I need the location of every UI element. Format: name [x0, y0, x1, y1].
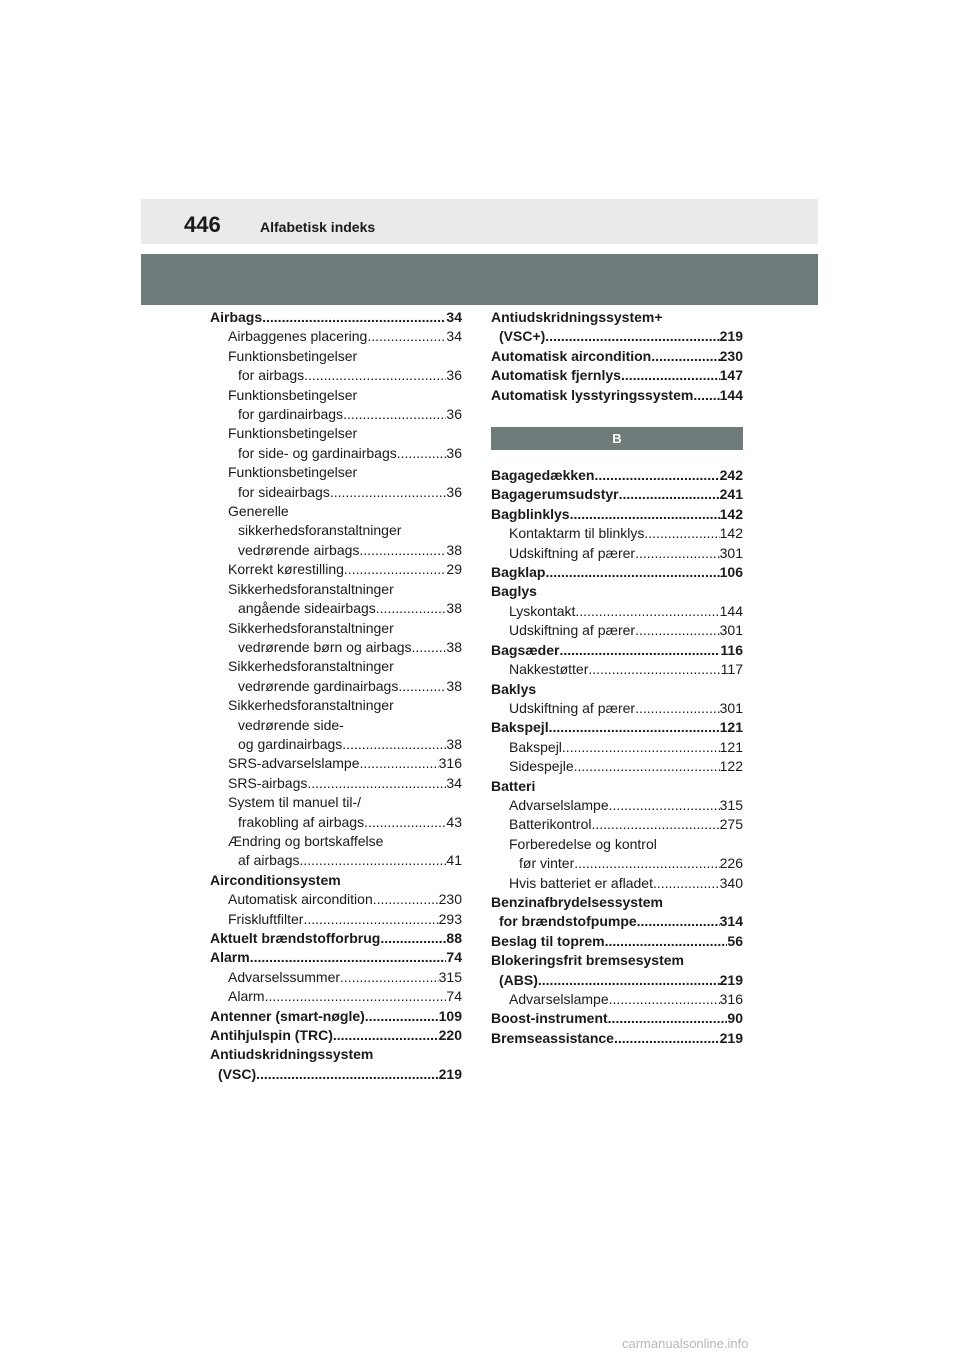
entry-page-number: 38 [446, 638, 462, 655]
entry-page-number: 293 [438, 910, 462, 927]
dot-leader [591, 815, 719, 834]
index-entry [491, 327, 743, 346]
entry-page-number: 220 [438, 1027, 462, 1044]
dot-leader [365, 1007, 439, 1026]
index-entry: System til manuel til-/ [228, 794, 362, 811]
index-entry [491, 932, 743, 951]
index-entry [210, 483, 462, 502]
index-entry [491, 874, 743, 893]
index-entry: sikkerhedsforanstaltninger [238, 522, 402, 539]
dot-leader [609, 990, 720, 1009]
entry-text: frakobling af airbags [238, 813, 365, 830]
index-entry [210, 560, 462, 579]
dot-leader [265, 987, 447, 1006]
entry-text: Sidespejle [509, 758, 574, 775]
entry-text: Bagagerumsudstyr [491, 486, 619, 503]
entry-page-number: 316 [719, 991, 743, 1007]
index-entry [210, 444, 462, 463]
index-entry [210, 308, 462, 327]
entry-page-number: 316 [438, 755, 462, 772]
entry-text: Aktuelt brændstofforbrug [210, 930, 381, 946]
entry-page-number: 241 [719, 486, 743, 503]
index-column-left [210, 308, 462, 1084]
entry-page-number: 230 [438, 891, 462, 908]
dot-leader [545, 327, 719, 346]
index-entry [491, 544, 743, 563]
index-entry [210, 968, 462, 987]
entry-text: Bagblinklys [491, 505, 570, 522]
index-entry: Antiudskridningssystem+ [491, 309, 663, 325]
dot-leader [373, 890, 439, 909]
entry-text: Antihjulspin (TRC) [210, 1027, 333, 1044]
index-list-right-top [491, 308, 743, 405]
index-list-left [210, 308, 462, 1084]
entry-text: for airbags [238, 367, 305, 384]
entry-text: SRS-airbags [228, 774, 308, 791]
dot-leader [549, 718, 720, 737]
index-entry: Sikkerhedsforanstaltninger [228, 619, 394, 636]
entry-page-number: 116 [720, 641, 743, 658]
index-entry [210, 890, 462, 909]
entry-text: Alarm [210, 949, 250, 966]
index-entry [491, 757, 743, 776]
entry-text: Boost-instrument [491, 1010, 608, 1027]
entry-text: Antenner (smart-nøgle) [210, 1007, 365, 1024]
dot-leader [545, 563, 719, 582]
dot-leader [250, 948, 447, 967]
entry-text: Udskiftning af pærer [509, 622, 636, 639]
entry-text: Batterikontrol [509, 816, 592, 833]
index-entry [491, 466, 743, 485]
index-entry [491, 1009, 743, 1028]
entry-text: Automatisk lysstyringssystem [491, 386, 694, 403]
entry-text: Alarm [228, 988, 265, 1005]
entry-page-number: 36 [446, 483, 462, 500]
entry-text: for brændstofpumpe [499, 913, 637, 930]
entry-page-number: 38 [446, 600, 462, 617]
index-entry [491, 971, 743, 990]
entry-page-number: 142 [719, 525, 743, 542]
index-entry: Funktionsbetingelser [228, 386, 358, 403]
index-entry [491, 699, 743, 718]
index-entry [491, 641, 743, 660]
entry-page-number: 106 [719, 564, 743, 581]
index-entry [210, 987, 462, 1006]
entry-page-number: 301 [719, 699, 743, 716]
entry-page-number: 144 [719, 386, 743, 403]
dot-leader [344, 560, 447, 579]
index-entry [491, 621, 743, 640]
dot-leader [570, 505, 720, 524]
entry-page-number: 230 [719, 347, 743, 364]
entry-page-number: 219 [719, 328, 743, 345]
entry-page-number: 41 [446, 852, 462, 869]
index-entry: Benzinafbrydelsessystem [491, 893, 663, 910]
entry-page-number: 38 [446, 541, 462, 558]
entry-text: Bakspejl [491, 719, 549, 736]
entry-text: Udskiftning af pærer [509, 699, 636, 716]
dot-leader [594, 466, 719, 485]
entry-text: Friskluftfilter [228, 910, 304, 927]
index-entry [491, 347, 743, 366]
entry-page-number: 34 [446, 309, 462, 325]
index-entry [491, 485, 743, 504]
index-entry [491, 563, 743, 582]
entry-page-number: 36 [446, 406, 462, 423]
entry-page-number: 109 [438, 1007, 462, 1024]
dot-leader [380, 929, 446, 948]
index-entry [210, 405, 462, 424]
index-entry [210, 327, 462, 346]
dot-leader [588, 660, 720, 679]
entry-page-number: 147 [719, 367, 743, 384]
index-entry [210, 638, 462, 657]
index-list-b [491, 466, 743, 1048]
dot-leader [574, 854, 719, 873]
entry-page-number: 315 [438, 968, 462, 985]
entry-text: Automatisk fjernlys [491, 367, 621, 384]
index-entry: Antiudskridningssystem [210, 1046, 374, 1063]
index-entry: Sikkerhedsforanstaltninger [228, 580, 394, 597]
entry-text: Bagklap [491, 564, 546, 581]
entry-text: Advarselslampe [509, 991, 609, 1007]
entry-page-number: 219 [719, 1029, 743, 1046]
entry-page-number: 34 [446, 774, 462, 791]
entry-text: og gardinairbags [238, 735, 343, 752]
entry-text: (VSC+) [499, 328, 546, 345]
dot-leader [559, 641, 720, 660]
entry-page-number: 301 [719, 622, 743, 639]
index-entry [491, 660, 743, 679]
entry-text: (VSC) [218, 1065, 257, 1082]
entry-page-number: 121 [719, 719, 743, 736]
entry-text: Udskiftning af pærer [509, 544, 636, 561]
entry-page-number: 315 [719, 796, 743, 813]
dot-leader [342, 735, 446, 754]
section-title: Alfabetisk indeks [260, 219, 376, 235]
index-entry: Forberedelse og kontrol [509, 835, 657, 852]
index-entry: Batteri [491, 777, 536, 794]
entry-text: for sideairbags [238, 483, 330, 500]
entry-page-number: 122 [719, 758, 743, 775]
index-entry [491, 990, 743, 1009]
dot-leader [256, 1065, 439, 1084]
index-entry: Sikkerhedsforanstaltninger [228, 658, 394, 675]
entry-page-number: 117 [720, 661, 743, 678]
index-entry [491, 738, 743, 757]
index-entry [210, 541, 462, 560]
entry-page-number: 36 [446, 444, 462, 461]
entry-page-number: 38 [446, 677, 462, 694]
dot-leader [635, 544, 720, 563]
entry-text: Airbaggenes placering [228, 328, 368, 345]
index-entry [491, 386, 743, 405]
entry-text: (ABS) [499, 971, 538, 988]
dot-leader [651, 347, 719, 366]
index-entry [210, 851, 462, 870]
entry-text: Nakkestøtter [509, 661, 589, 678]
entry-text: Bagsæder [491, 641, 560, 658]
entry-text: vedrørende børn og airbags [238, 638, 412, 655]
entry-text: Automatisk aircondition [491, 347, 652, 364]
entry-text: angående sideairbags [238, 600, 376, 617]
dot-leader [621, 366, 720, 385]
index-entry [210, 929, 462, 948]
entry-page-number: 74 [446, 988, 462, 1005]
page-number: 446 [184, 212, 221, 237]
entry-text: Advarselslampe [509, 796, 609, 813]
index-entry [210, 1026, 462, 1045]
index-entry [210, 735, 462, 754]
index-entry: Blokeringsfrit bremsesystem [491, 952, 684, 969]
entry-text: vedrørende gardinairbags [238, 677, 399, 694]
entry-page-number: 219 [438, 1065, 462, 1082]
entry-page-number: 56 [727, 932, 743, 949]
index-entry [491, 1029, 743, 1048]
dot-leader [330, 483, 447, 502]
entry-page-number: 34 [446, 328, 462, 345]
entry-text: vedrørende airbags [238, 541, 360, 558]
dot-leader [398, 677, 446, 696]
watermark: carmanualsonline.info [622, 1336, 749, 1351]
dot-leader [397, 444, 447, 463]
index-entry: Ændring og bortskaffelse [228, 832, 384, 849]
dot-leader [262, 308, 446, 327]
index-entry [210, 813, 462, 832]
dot-leader [299, 851, 446, 870]
entry-text: Automatisk aircondition [228, 891, 373, 908]
dot-leader [364, 813, 446, 832]
entry-text: for gardinairbags [238, 406, 344, 423]
index-entry [491, 524, 743, 543]
dot-leader [333, 1026, 439, 1045]
entry-page-number: 275 [719, 816, 743, 833]
entry-page-number: 74 [446, 949, 462, 966]
dot-leader [575, 602, 719, 621]
dot-leader [635, 699, 720, 718]
index-entry: Generelle [228, 503, 289, 520]
dot-leader [412, 638, 447, 657]
index-entry: Baglys [491, 583, 537, 600]
index-entry [210, 599, 462, 618]
index-entry [210, 754, 462, 773]
index-entry [491, 912, 743, 931]
section-banner [141, 254, 818, 305]
entry-text: for side- og gardinairbags [238, 444, 397, 461]
dot-leader [635, 621, 720, 640]
index-entry [491, 718, 743, 737]
dot-leader [653, 874, 720, 893]
index-entry: Funktionsbetingelser [228, 425, 358, 442]
dot-leader [343, 405, 446, 424]
entry-page-number: 88 [446, 930, 462, 946]
entry-page-number: 301 [719, 544, 743, 561]
entry-text: Bagagedækken [491, 467, 595, 484]
entry-text: af airbags [238, 852, 300, 869]
index-entry [491, 815, 743, 834]
dot-leader [376, 599, 447, 618]
dot-leader [359, 541, 446, 560]
entry-page-number: 142 [719, 505, 743, 522]
index-entry: Sikkerhedsforanstaltninger [228, 697, 394, 714]
entry-text: Korrekt kørestilling [228, 561, 344, 578]
entry-text: Hvis batteriet er afladet [509, 874, 653, 891]
entry-page-number: 36 [446, 367, 462, 384]
dot-leader [307, 774, 446, 793]
dot-leader [608, 1009, 728, 1028]
entry-text: Beslag til toprem [491, 932, 605, 949]
entry-page-number: 340 [719, 874, 743, 891]
index-entry [491, 505, 743, 524]
entry-page-number: 226 [719, 855, 743, 872]
index-entry [491, 366, 743, 385]
index-entry [210, 948, 462, 967]
entry-page-number: 219 [719, 971, 743, 988]
index-entry [491, 796, 743, 815]
dot-leader [609, 796, 720, 815]
entry-page-number: 43 [446, 813, 462, 830]
entry-page-number: 121 [719, 738, 743, 755]
dot-leader [538, 971, 720, 990]
entry-text: Advarselssummer [228, 968, 341, 985]
dot-leader [340, 968, 439, 987]
index-column-right [491, 308, 743, 1048]
entry-text: Airbags [210, 309, 263, 325]
index-entry [210, 774, 462, 793]
index-entry: vedrørende side- [238, 716, 344, 733]
dot-leader [360, 754, 439, 773]
index-entry: Funktionsbetingelser [228, 347, 358, 364]
index-entry [210, 1007, 462, 1026]
entry-text: Bakspejl [509, 738, 562, 755]
entry-text: Lyskontakt [509, 602, 576, 619]
dot-leader [619, 485, 720, 504]
dot-leader [574, 757, 720, 776]
entry-text: Kontaktarm til blinklys [509, 525, 645, 542]
dot-leader [562, 738, 720, 757]
dot-leader [303, 910, 438, 929]
dot-leader [367, 327, 446, 346]
dot-leader [644, 524, 719, 543]
index-entry [210, 366, 462, 385]
dot-leader [605, 932, 728, 951]
header-band [141, 199, 818, 244]
entry-page-number: 144 [719, 602, 743, 619]
dot-leader [637, 912, 720, 931]
entry-text: Bremseassistance [491, 1029, 614, 1046]
entry-page-number: 38 [446, 735, 462, 752]
index-entry: Funktionsbetingelser [228, 464, 358, 481]
index-entry [491, 854, 743, 873]
index-entry: Baklys [491, 680, 537, 697]
entry-page-number: 29 [446, 561, 462, 578]
index-entry [210, 677, 462, 696]
entry-text: før vinter [519, 855, 575, 872]
index-entry: Airconditionsystem [210, 871, 341, 888]
index-entry [210, 1065, 462, 1084]
dot-leader [614, 1029, 720, 1048]
index-entry [491, 602, 743, 621]
section-letter-bar: B [491, 427, 743, 450]
dot-leader [304, 366, 446, 385]
dot-leader [693, 386, 719, 405]
entry-page-number: 314 [719, 913, 743, 930]
entry-text: SRS-advarselslampe [228, 755, 360, 772]
entry-page-number: 90 [727, 1010, 743, 1027]
entry-page-number: 242 [719, 467, 743, 484]
index-entry [210, 910, 462, 929]
